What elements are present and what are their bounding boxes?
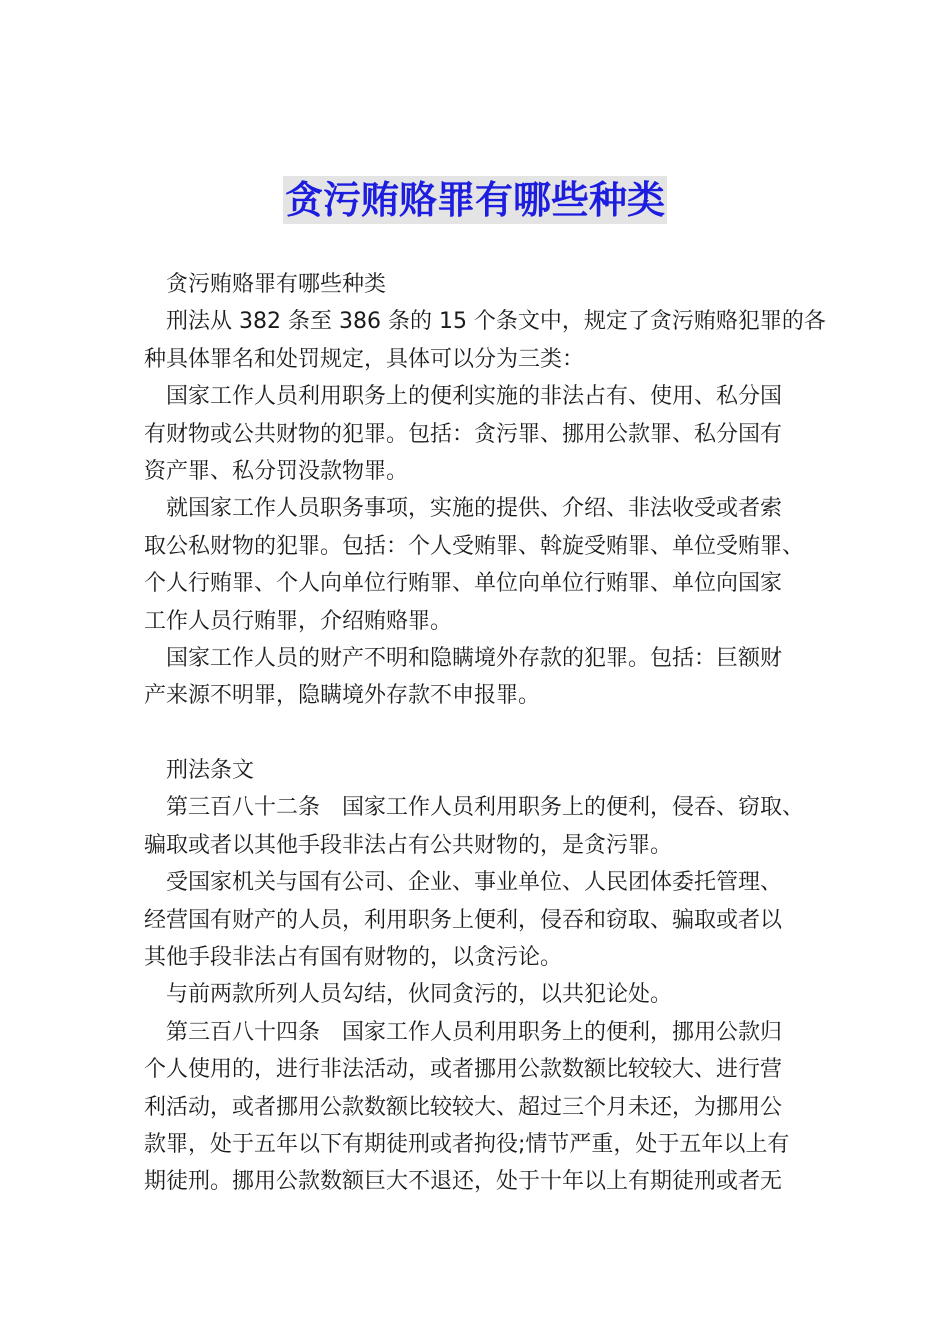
text-line: 刑法条文	[166, 758, 255, 784]
text-line: 受国家机关与国有公司、企业、事业单位、人民团体委托管理、	[166, 870, 783, 896]
text-line: 产来源不明罪，隐瞒境外存款不申报罪。	[144, 683, 541, 709]
title-container	[0, 176, 950, 224]
document-title: 贪污贿赂罪有哪些种类	[284, 178, 665, 222]
text-line: 个人使用的，进行非法活动，或者挪用公款数额比较较大、进行营	[144, 1057, 783, 1083]
text-line: 个人行贿罪、个人向单位行贿罪、单位向单位行贿罪、单位向国家	[144, 571, 783, 597]
blank-line	[144, 715, 810, 752]
text-line: 与前两款所列人员勾结，伙同贪污的，以共犯论处。	[166, 982, 673, 1008]
text-line: 经营国有财产的人员，利用职务上便利，侵吞和窃取、骗取或者以	[144, 907, 783, 933]
text-line: 利活动，或者挪用公款数额比较较大、超过三个月未还，为挪用公	[144, 1094, 783, 1120]
text-line: 取公私财物的犯罪。包括：个人受贿罪、斡旋受贿罪、单位受贿罪、	[144, 533, 805, 559]
text-line: 工作人员行贿罪，介绍贿赂罪。	[144, 608, 453, 634]
text-line: 其他手段非法占有国有财物的，以贪污论。	[144, 945, 563, 971]
text-line: 第三百八十二条 国家工作人员利用职务上的便利，侵吞、窃取、	[166, 795, 805, 821]
text-line: 就国家工作人员职务事项，实施的提供、介绍、非法收受或者索	[166, 496, 783, 522]
document-body	[144, 266, 826, 1201]
text-line: 刑法从 382 条至 386 条的 15 个条文中，规定了贪污贿赂犯罪的各	[166, 309, 826, 335]
text-line: 国家工作人员利用职务上的便利实施的非法占有、使用、私分国	[166, 384, 783, 410]
text-line: 贪污贿赂罪有哪些种类	[166, 272, 387, 297]
text-line: 期徒刑。挪用公款数额巨大不退还，处于十年以上有期徒刑或者无	[144, 1169, 783, 1195]
text-line: 第三百八十四条 国家工作人员利用职务上的便利，挪用公款归	[166, 1019, 783, 1045]
text-line: 骗取或者以其他手段非法占有公共财物的，是贪污罪。	[144, 832, 673, 858]
text-line: 有财物或公共财物的犯罪。包括：贪污罪、挪用公款罪、私分国有	[144, 421, 783, 447]
text-line: 资产罪、私分罚没款物罪。	[144, 458, 409, 484]
text-line: 国家工作人员的财产不明和隐瞒境外存款的犯罪。包括：巨额财	[166, 645, 783, 671]
text-line: 种具体罪名和处罚规定，具体可以分为三类：	[144, 346, 585, 372]
text-line: 款罪，处于五年以下有期徒刑或者拘役;情节严重，处于五年以上有	[144, 1131, 790, 1157]
